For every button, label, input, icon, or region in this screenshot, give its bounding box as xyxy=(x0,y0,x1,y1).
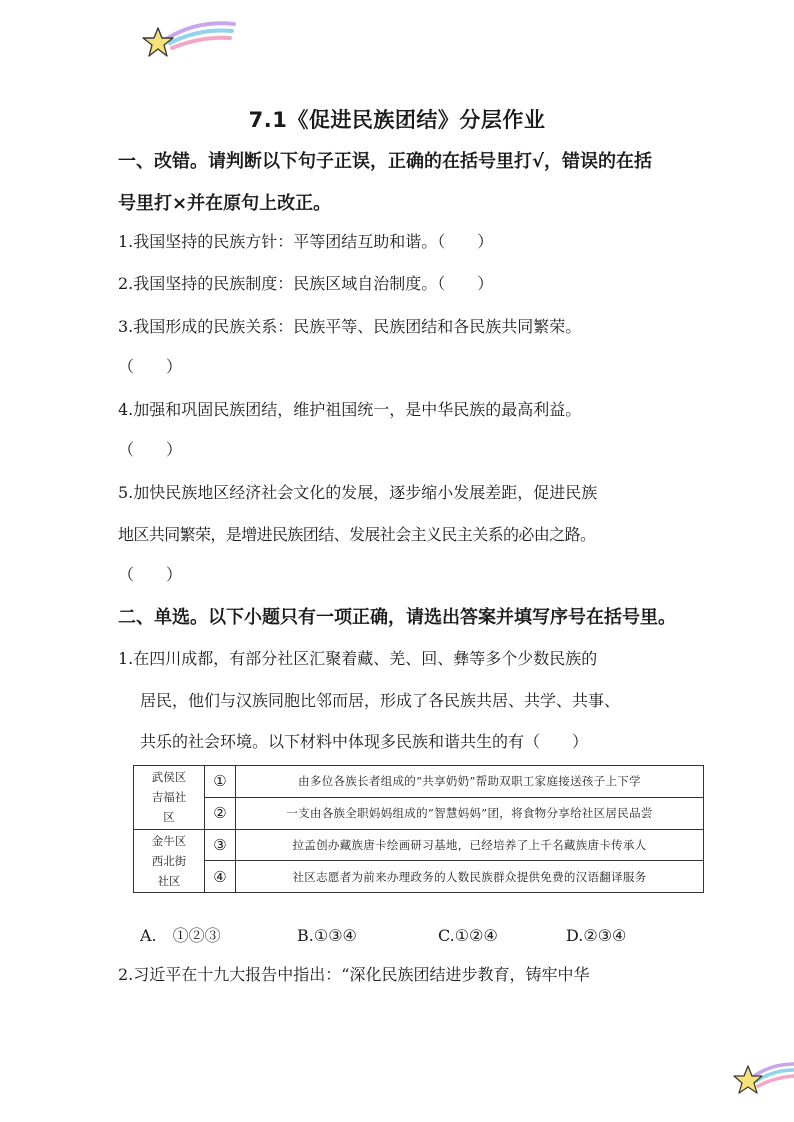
answer-bracket: （ ） xyxy=(118,565,183,584)
shooting-star-icon xyxy=(732,1058,794,1098)
table-row xyxy=(134,861,704,893)
mc-question-2-line1: 2.习近平在十九大报告中指出：“深化民族团结进步教育，铸牢中华 xyxy=(118,965,590,984)
section1-heading-line2: 号里打×并在原句上改正。 xyxy=(118,193,332,214)
option-c[interactable]: C.①②④ xyxy=(438,926,498,945)
table-row xyxy=(134,766,704,798)
mc-question-1-line3: 共乐的社会环境。以下材料中体现多民族和谐共生的有（ ） xyxy=(140,732,589,751)
question-1: 1.我国坚持的民族方针：平等团结互助和谐。（ ） xyxy=(118,232,494,251)
table-row xyxy=(134,797,704,829)
place-label: 金牛区 xyxy=(151,833,187,848)
option-b[interactable]: B.①③④ xyxy=(297,926,357,945)
answer-options xyxy=(0,921,794,951)
section2-heading: 二、单选。以下小题只有一项正确，请选出答案并填写序号在括号里。 xyxy=(118,607,676,628)
option-d[interactable]: D.②③④ xyxy=(566,926,627,945)
answer-bracket: （ ） xyxy=(118,357,183,376)
question-5-line2: 地区共同繁荣，是增进民族团结、发展社会主义民主关系的必由之路。 xyxy=(118,525,596,544)
question-5-line1: 5.加快民族地区经济社会文化的发展，逐步缩小发展差距，促进民族 xyxy=(118,483,598,502)
section1-heading-line1: 一、改错。请判断以下句子正误，正确的在括号里打√，错误的在括 xyxy=(118,151,653,172)
page-title: 7.1《促进民族团结》分层作业 xyxy=(248,108,546,132)
shooting-star-icon xyxy=(138,18,238,60)
place-label: 区 xyxy=(163,810,175,825)
question-4: 4.加强和巩固民族团结，维护祖国统一，是中华民族的最高利益。 xyxy=(118,400,582,419)
mc-question-1-line1: 1.在四川成都，有部分社区汇聚着藏、羌、回、彝等多个少数民族的 xyxy=(118,649,598,668)
place-cell xyxy=(134,829,205,893)
place-label: 社区 xyxy=(157,873,181,888)
place-label: 武侯区 xyxy=(151,770,187,785)
row-number: ④ xyxy=(205,861,236,893)
place-label: 吉福社 xyxy=(151,790,187,805)
material-table xyxy=(133,765,704,893)
row-text: 由多位各族长者组成的“共享奶奶”帮助双职工家庭接送孩子上下学 xyxy=(236,766,704,798)
answer-bracket: （ ） xyxy=(118,440,183,459)
row-number: ① xyxy=(205,766,236,798)
question-2: 2.我国坚持的民族制度：民族区域自治制度。（ ） xyxy=(118,274,494,293)
row-text: 一支由各族全职妈妈组成的“智慧妈妈”团，将食物分享给社区居民品尝 xyxy=(236,797,704,829)
mc-question-1-line2: 居民，他们与汉族同胞比邻而居，形成了各民族共居、共学、共事、 xyxy=(140,691,621,710)
place-cell xyxy=(134,766,205,830)
row-number: ③ xyxy=(205,829,236,861)
place-label: 西北街 xyxy=(151,853,187,868)
question-3: 3.我国形成的民族关系：民族平等、民族团结和各民族共同繁荣。 xyxy=(118,317,582,336)
row-number: ② xyxy=(205,797,236,829)
row-text: 拉孟创办藏族唐卡绘画研习基地，已经培养了上千名藏族唐卡传承人 xyxy=(236,829,704,861)
table-row xyxy=(134,829,704,861)
option-a[interactable]: A. ①②③ xyxy=(140,926,221,945)
row-text: 社区志愿者为前来办理政务的人数民族群众提供免费的汉语翻译服务 xyxy=(236,861,704,893)
